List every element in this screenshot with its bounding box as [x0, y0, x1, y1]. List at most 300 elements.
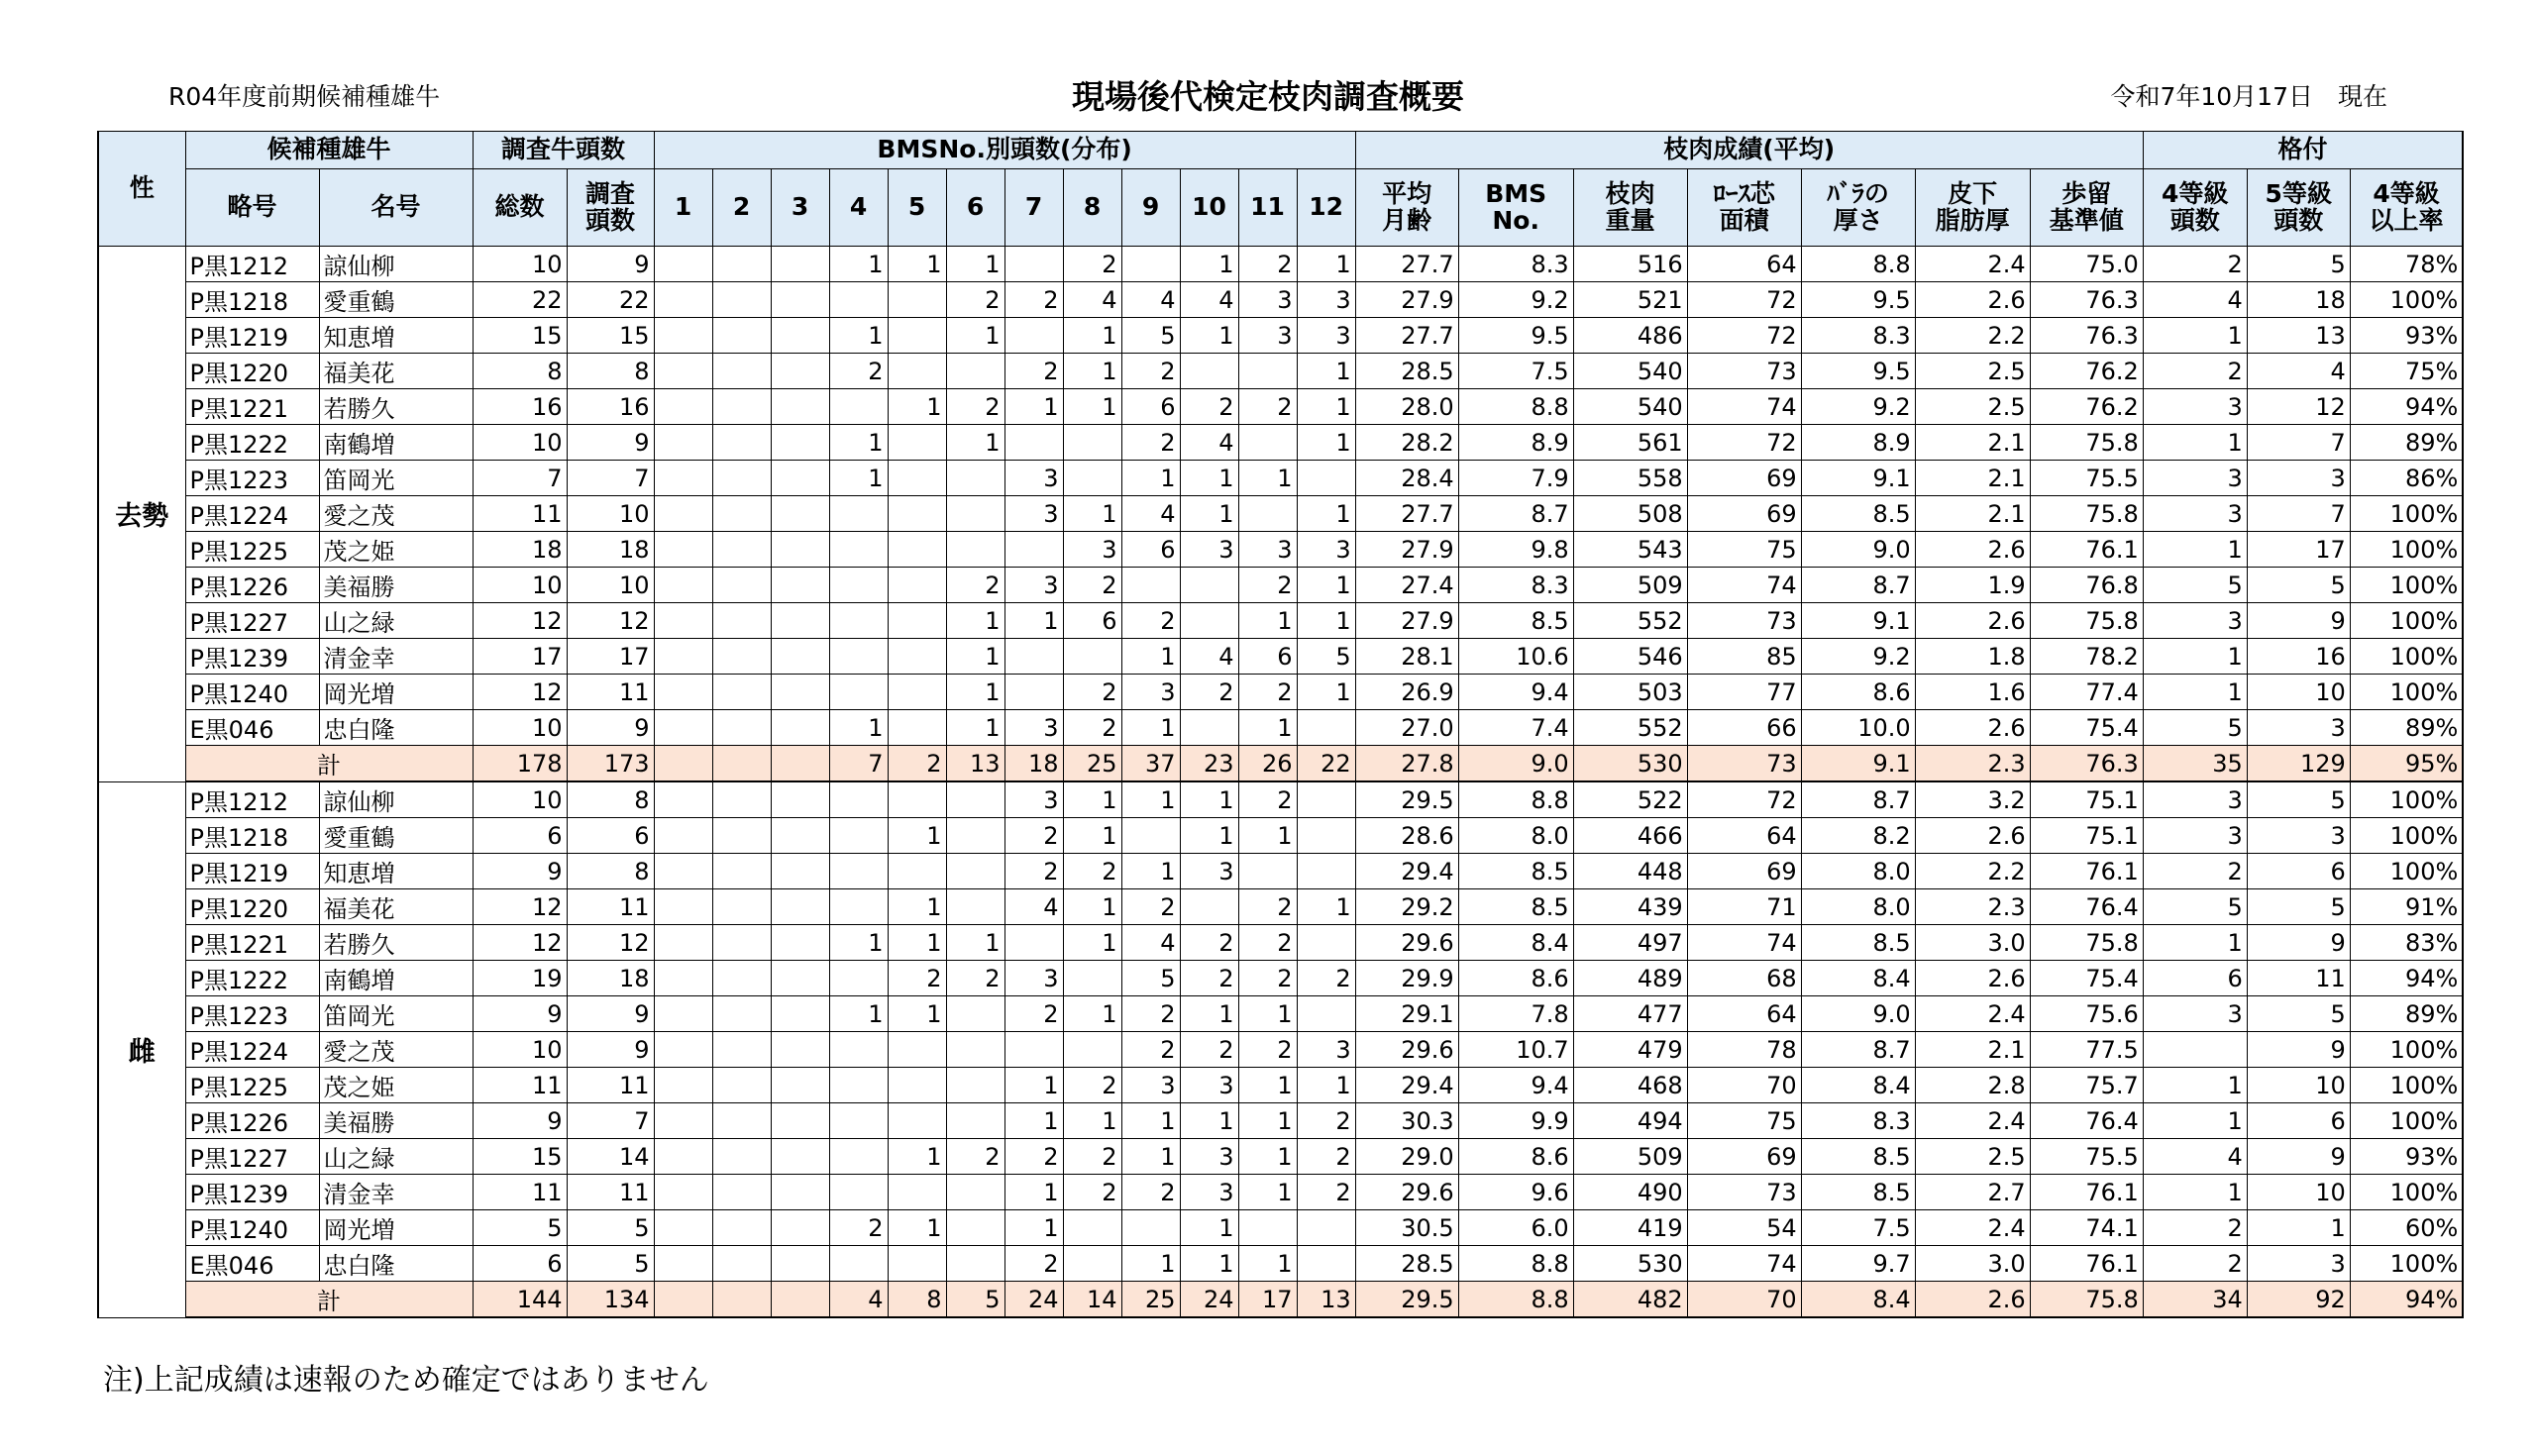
- table-cell: [654, 996, 712, 1032]
- table-cell: 83%: [2350, 925, 2463, 961]
- table-cell: 忠白隆: [319, 1246, 473, 1282]
- table-cell: 494: [1573, 1103, 1687, 1139]
- table-cell: [771, 247, 829, 282]
- table-cell: 91%: [2350, 889, 2463, 925]
- table-cell: 2: [1180, 389, 1238, 425]
- table-cell: 2.6: [1915, 603, 2030, 639]
- table-cell: 8.5: [1801, 1139, 1915, 1175]
- table-cell: 93%: [2350, 1139, 2463, 1175]
- table-cell: P黒1226: [185, 1103, 319, 1139]
- table-row: [98, 461, 2463, 496]
- col-bms-12: 12: [1297, 169, 1355, 247]
- table-cell: 73: [1687, 603, 1801, 639]
- table-cell: 知恵増: [319, 318, 473, 354]
- table-cell: 3: [1004, 568, 1063, 603]
- total-cell: 144: [473, 1282, 567, 1318]
- table-cell: 8.3: [1458, 568, 1573, 603]
- table-cell: 3: [1180, 1139, 1238, 1175]
- col-carcass-group: 枝肉成績(平均): [1355, 132, 2143, 169]
- table-cell: [712, 1175, 771, 1210]
- table-cell: [1004, 639, 1063, 675]
- table-cell: [712, 854, 771, 889]
- table-row: [98, 854, 2463, 889]
- table-cell: [829, 282, 888, 318]
- table-cell: 28.4: [1355, 461, 1458, 496]
- col-bms-11: 11: [1238, 169, 1297, 247]
- col-bms-1: 1: [654, 169, 712, 247]
- table-cell: 77.5: [2030, 1032, 2143, 1068]
- table-cell: 1: [1063, 1103, 1121, 1139]
- table-cell: 8.4: [1458, 925, 1573, 961]
- table-cell: 19: [473, 961, 567, 996]
- table-cell: [888, 496, 946, 532]
- table-row: [98, 781, 2463, 818]
- table-cell: P黒1222: [185, 425, 319, 461]
- table-cell: [1180, 710, 1238, 746]
- table-cell: 2.5: [1915, 389, 2030, 425]
- table-cell: 74.1: [2030, 1210, 2143, 1246]
- table-cell: [888, 1032, 946, 1068]
- table-cell: 30.3: [1355, 1103, 1458, 1139]
- table-cell: 29.4: [1355, 854, 1458, 889]
- table-cell: 8.3: [1801, 318, 1915, 354]
- col-count-group: 調査牛頭数: [473, 132, 654, 169]
- table-cell: 2.1: [1915, 496, 2030, 532]
- table-cell: 8: [567, 781, 654, 818]
- table-cell: 9.1: [1801, 461, 1915, 496]
- table-cell: 若勝久: [319, 389, 473, 425]
- table-cell: 1: [829, 461, 888, 496]
- table-cell: 3: [1004, 961, 1063, 996]
- table-cell: 1: [1180, 318, 1238, 354]
- table-cell: 29.2: [1355, 889, 1458, 925]
- table-cell: 1: [1238, 461, 1297, 496]
- table-cell: 7.5: [1458, 354, 1573, 389]
- table-cell: 1: [2143, 318, 2247, 354]
- table-cell: 552: [1573, 710, 1687, 746]
- table-cell: 60%: [2350, 1210, 2463, 1246]
- table-cell: [829, 1103, 888, 1139]
- table-cell: 2: [1297, 1103, 1355, 1139]
- table-cell: P黒1212: [185, 247, 319, 282]
- table-cell: 3: [1121, 1068, 1180, 1103]
- table-cell: 1: [2143, 925, 2247, 961]
- table-cell: 15: [567, 318, 654, 354]
- table-cell: 7.4: [1458, 710, 1573, 746]
- table-cell: 2: [1238, 247, 1297, 282]
- table-cell: 8.6: [1801, 675, 1915, 710]
- table-cell: 3: [1238, 318, 1297, 354]
- table-cell: 8.7: [1801, 1032, 1915, 1068]
- table-row: [98, 354, 2463, 389]
- table-cell: 3: [1297, 282, 1355, 318]
- table-cell: [712, 961, 771, 996]
- table-cell: 28.2: [1355, 425, 1458, 461]
- col-carcass-0: 平均 月齢: [1355, 169, 1458, 247]
- table-cell: P黒1223: [185, 461, 319, 496]
- table-cell: [712, 282, 771, 318]
- table-cell: 2: [2143, 1210, 2247, 1246]
- table-cell: 1: [829, 710, 888, 746]
- table-cell: 1: [2247, 1210, 2350, 1246]
- table-cell: 2: [1180, 1032, 1238, 1068]
- table-cell: 558: [1573, 461, 1687, 496]
- table-cell: 笛岡光: [319, 996, 473, 1032]
- table-cell: 諒仙柳: [319, 247, 473, 282]
- table-cell: 3: [1063, 532, 1121, 568]
- table-cell: 29.6: [1355, 1175, 1458, 1210]
- table-cell: 7: [2247, 496, 2350, 532]
- table-cell: 2: [1121, 1175, 1180, 1210]
- table-cell: 4: [1063, 282, 1121, 318]
- table-cell: 6: [1121, 532, 1180, 568]
- table-cell: 12: [473, 675, 567, 710]
- table-cell: 山之緑: [319, 603, 473, 639]
- table-cell: 2: [946, 568, 1004, 603]
- table-cell: 2: [1238, 389, 1297, 425]
- table-cell: 75.5: [2030, 1139, 2143, 1175]
- table-cell: 7: [2247, 425, 2350, 461]
- table-cell: 11: [473, 1068, 567, 1103]
- table-cell: [771, 1175, 829, 1210]
- table-cell: [712, 354, 771, 389]
- table-cell: 490: [1573, 1175, 1687, 1210]
- table-cell: 100%: [2350, 496, 2463, 532]
- table-cell: 9.9: [1458, 1103, 1573, 1139]
- table-cell: 南鶴増: [319, 961, 473, 996]
- table-cell: [946, 1210, 1004, 1246]
- col-carcass-5: 皮下 脂肪厚: [1915, 169, 2030, 247]
- table-row: [98, 282, 2463, 318]
- table-cell: [771, 318, 829, 354]
- table-cell: 11: [567, 1068, 654, 1103]
- table-row: [98, 675, 2463, 710]
- table-cell: [888, 639, 946, 675]
- col-abbr: 略号: [185, 169, 319, 247]
- table-cell: 29.6: [1355, 925, 1458, 961]
- table-cell: [1063, 961, 1121, 996]
- table-cell: 2: [1180, 961, 1238, 996]
- table-cell: 10.6: [1458, 639, 1573, 675]
- table-cell: 2.5: [1915, 354, 2030, 389]
- table-cell: [829, 854, 888, 889]
- table-cell: 66: [1687, 710, 1801, 746]
- table-cell: 10: [473, 781, 567, 818]
- table-cell: 9.2: [1801, 389, 1915, 425]
- total-cell: 24: [1004, 1282, 1063, 1318]
- table-cell: [1297, 925, 1355, 961]
- table-cell: 76.1: [2030, 1175, 2143, 1210]
- table-cell: [654, 496, 712, 532]
- table-cell: P黒1239: [185, 1175, 319, 1210]
- total-cell: 29.5: [1355, 1282, 1458, 1318]
- table-cell: 福美花: [319, 889, 473, 925]
- table-cell: 9: [567, 996, 654, 1032]
- table-cell: [712, 496, 771, 532]
- table-cell: 1: [1297, 247, 1355, 282]
- table-cell: 1: [1238, 603, 1297, 639]
- table-cell: 8.4: [1801, 961, 1915, 996]
- table-cell: [712, 1139, 771, 1175]
- table-cell: 100%: [2350, 854, 2463, 889]
- table-cell: 8.9: [1801, 425, 1915, 461]
- table-cell: 75.4: [2030, 961, 2143, 996]
- table-cell: 2.2: [1915, 854, 2030, 889]
- table-cell: [654, 1175, 712, 1210]
- table-cell: 茂之姫: [319, 532, 473, 568]
- table-cell: 12: [473, 925, 567, 961]
- col-name: 名号: [319, 169, 473, 247]
- table-row: [98, 889, 2463, 925]
- table-cell: [829, 1032, 888, 1068]
- table-cell: [1297, 781, 1355, 818]
- table-cell: [712, 532, 771, 568]
- col-total: 総数: [473, 169, 567, 247]
- table-cell: 清金幸: [319, 639, 473, 675]
- table-cell: 福美花: [319, 354, 473, 389]
- table-cell: 5: [2247, 247, 2350, 282]
- table-cell: 1: [888, 1139, 946, 1175]
- table-cell: 3: [2247, 461, 2350, 496]
- table-cell: 1: [946, 425, 1004, 461]
- table-cell: P黒1221: [185, 389, 319, 425]
- table-cell: [654, 818, 712, 854]
- table-cell: [654, 1103, 712, 1139]
- table-cell: 1.6: [1915, 675, 2030, 710]
- table-cell: 477: [1573, 996, 1687, 1032]
- table-cell: 12: [567, 603, 654, 639]
- table-cell: 73: [1687, 354, 1801, 389]
- table-cell: 2: [946, 961, 1004, 996]
- table-cell: [829, 1246, 888, 1282]
- table-cell: 1: [2143, 1103, 2247, 1139]
- table-cell: 2.7: [1915, 1175, 2030, 1210]
- table-cell: 2: [946, 282, 1004, 318]
- table-cell: 1.8: [1915, 639, 2030, 675]
- table-cell: 6: [473, 818, 567, 854]
- table-cell: 3: [1004, 461, 1063, 496]
- table-cell: [771, 603, 829, 639]
- table-cell: 1: [1063, 781, 1121, 818]
- table-cell: [1297, 854, 1355, 889]
- table-cell: [712, 781, 771, 818]
- table-cell: [771, 354, 829, 389]
- table-cell: 3: [2143, 818, 2247, 854]
- table-cell: [1238, 1210, 1297, 1246]
- table-cell: 1: [946, 710, 1004, 746]
- table-cell: 18: [473, 532, 567, 568]
- table-cell: 愛之茂: [319, 496, 473, 532]
- total-cell: 9.0: [1458, 746, 1573, 782]
- table-cell: 27.0: [1355, 710, 1458, 746]
- table-cell: 5: [2247, 889, 2350, 925]
- table-cell: 1: [1238, 1068, 1297, 1103]
- table-cell: 86%: [2350, 461, 2463, 496]
- total-cell: 8.4: [1801, 1282, 1915, 1318]
- table-cell: 2: [1121, 1032, 1180, 1068]
- table-cell: 4: [2143, 282, 2247, 318]
- table-cell: 8: [567, 354, 654, 389]
- table-cell: [829, 889, 888, 925]
- table-cell: P黒1220: [185, 889, 319, 925]
- table-cell: 2: [888, 961, 946, 996]
- table-cell: 1: [888, 247, 946, 282]
- table-cell: 516: [1573, 247, 1687, 282]
- table-row: [98, 603, 2463, 639]
- table-cell: 9.5: [1801, 282, 1915, 318]
- table-cell: 9.1: [1801, 603, 1915, 639]
- table-cell: 8.2: [1801, 818, 1915, 854]
- table-cell: [712, 925, 771, 961]
- table-cell: 15: [473, 1139, 567, 1175]
- table-cell: [888, 603, 946, 639]
- table-cell: 5: [2143, 710, 2247, 746]
- table-cell: 100%: [2350, 1103, 2463, 1139]
- table-cell: [771, 532, 829, 568]
- table-cell: 76.1: [2030, 532, 2143, 568]
- table-cell: 2.4: [1915, 247, 2030, 282]
- table-cell: [1297, 710, 1355, 746]
- table-cell: [771, 1139, 829, 1175]
- table-cell: [1297, 1246, 1355, 1282]
- table-cell: 5: [567, 1246, 654, 1282]
- total-cell: 37: [1121, 746, 1180, 782]
- table-cell: 75.8: [2030, 496, 2143, 532]
- table-cell: 1: [946, 639, 1004, 675]
- col-sex: 性: [98, 132, 185, 247]
- table-cell: 2: [1121, 996, 1180, 1032]
- table-cell: 8.5: [1801, 925, 1915, 961]
- table-cell: 1: [888, 818, 946, 854]
- table-cell: 6: [2247, 1103, 2350, 1139]
- table-cell: 2: [829, 354, 888, 389]
- table-cell: 10: [473, 568, 567, 603]
- table-cell: 27.7: [1355, 247, 1458, 282]
- table-cell: [712, 710, 771, 746]
- table-cell: [654, 639, 712, 675]
- table-cell: 9: [2247, 925, 2350, 961]
- total-cell: 95%: [2350, 746, 2463, 782]
- table-cell: 1: [1063, 389, 1121, 425]
- total-cell: 14: [1063, 1282, 1121, 1318]
- table-cell: [712, 1103, 771, 1139]
- table-cell: 12: [473, 889, 567, 925]
- table-cell: 9: [567, 710, 654, 746]
- table-cell: 7.5: [1801, 1210, 1915, 1246]
- table-cell: 540: [1573, 354, 1687, 389]
- table-cell: 1: [1063, 996, 1121, 1032]
- sex-cell: 去勢: [98, 247, 185, 782]
- table-cell: 26.9: [1355, 675, 1458, 710]
- table-cell: 72: [1687, 282, 1801, 318]
- table-cell: 419: [1573, 1210, 1687, 1246]
- table-cell: 5: [473, 1210, 567, 1246]
- table-cell: 74: [1687, 389, 1801, 425]
- table-cell: 1: [829, 925, 888, 961]
- table-cell: [829, 1139, 888, 1175]
- total-cell: 17: [1238, 1282, 1297, 1318]
- table-cell: P黒1218: [185, 818, 319, 854]
- table-cell: 30.5: [1355, 1210, 1458, 1246]
- table-cell: 美福勝: [319, 568, 473, 603]
- table-cell: 75.5: [2030, 461, 2143, 496]
- table-cell: 68: [1687, 961, 1801, 996]
- table-cell: 2.1: [1915, 1032, 2030, 1068]
- table-cell: [771, 496, 829, 532]
- table-header: [98, 132, 2463, 247]
- table-cell: 27.9: [1355, 532, 1458, 568]
- total-cell: 8.8: [1458, 1282, 1573, 1318]
- table-cell: 2.6: [1915, 532, 2030, 568]
- table-cell: 64: [1687, 247, 1801, 282]
- table-cell: [771, 818, 829, 854]
- table-row: [98, 247, 2463, 282]
- table-cell: 10: [473, 247, 567, 282]
- table-cell: [1004, 318, 1063, 354]
- total-cell: 7: [829, 746, 888, 782]
- table-cell: 5: [2143, 889, 2247, 925]
- table-cell: P黒1218: [185, 282, 319, 318]
- table-cell: 72: [1687, 425, 1801, 461]
- table-cell: 546: [1573, 639, 1687, 675]
- total-cell: 35: [2143, 746, 2247, 782]
- table-cell: 479: [1573, 1032, 1687, 1068]
- table-cell: 2.3: [1915, 889, 2030, 925]
- table-cell: 2: [1063, 710, 1121, 746]
- table-cell: 9.5: [1458, 318, 1573, 354]
- table-cell: 5: [2143, 568, 2247, 603]
- table-cell: 2: [1121, 603, 1180, 639]
- table-cell: 543: [1573, 532, 1687, 568]
- table-cell: [829, 639, 888, 675]
- table-cell: [1063, 1210, 1121, 1246]
- table-cell: 4: [1180, 639, 1238, 675]
- table-row: [98, 1103, 2463, 1139]
- table-cell: 9.4: [1458, 675, 1573, 710]
- table-row: [98, 568, 2463, 603]
- total-cell: [654, 1282, 712, 1318]
- table-cell: 100%: [2350, 1032, 2463, 1068]
- table-cell: 8.6: [1458, 1139, 1573, 1175]
- table-cell: 2: [1121, 425, 1180, 461]
- table-cell: 1: [1121, 461, 1180, 496]
- col-grade-2: 4等級 以上率: [2350, 169, 2463, 247]
- table-cell: 11: [567, 1175, 654, 1210]
- total-cell: 5: [946, 1282, 1004, 1318]
- table-cell: 1: [1238, 1139, 1297, 1175]
- table-cell: [946, 496, 1004, 532]
- table-cell: 1: [1297, 568, 1355, 603]
- total-cell: 134: [567, 1282, 654, 1318]
- table-cell: 2: [1063, 247, 1121, 282]
- table-cell: 2: [1297, 1175, 1355, 1210]
- total-cell: [712, 1282, 771, 1318]
- table-cell: 8.5: [1458, 889, 1573, 925]
- table-cell: 11: [567, 889, 654, 925]
- table-cell: [946, 1103, 1004, 1139]
- table-cell: 5: [2247, 568, 2350, 603]
- table-cell: 6: [2247, 854, 2350, 889]
- table-cell: 2: [1004, 282, 1063, 318]
- table-cell: [946, 889, 1004, 925]
- table-cell: [888, 1103, 946, 1139]
- table-cell: 4: [2143, 1139, 2247, 1175]
- table-cell: 1: [1004, 1210, 1063, 1246]
- table-cell: P黒1240: [185, 1210, 319, 1246]
- total-cell: 26: [1238, 746, 1297, 782]
- table-cell: 12: [567, 925, 654, 961]
- table-cell: P黒1223: [185, 996, 319, 1032]
